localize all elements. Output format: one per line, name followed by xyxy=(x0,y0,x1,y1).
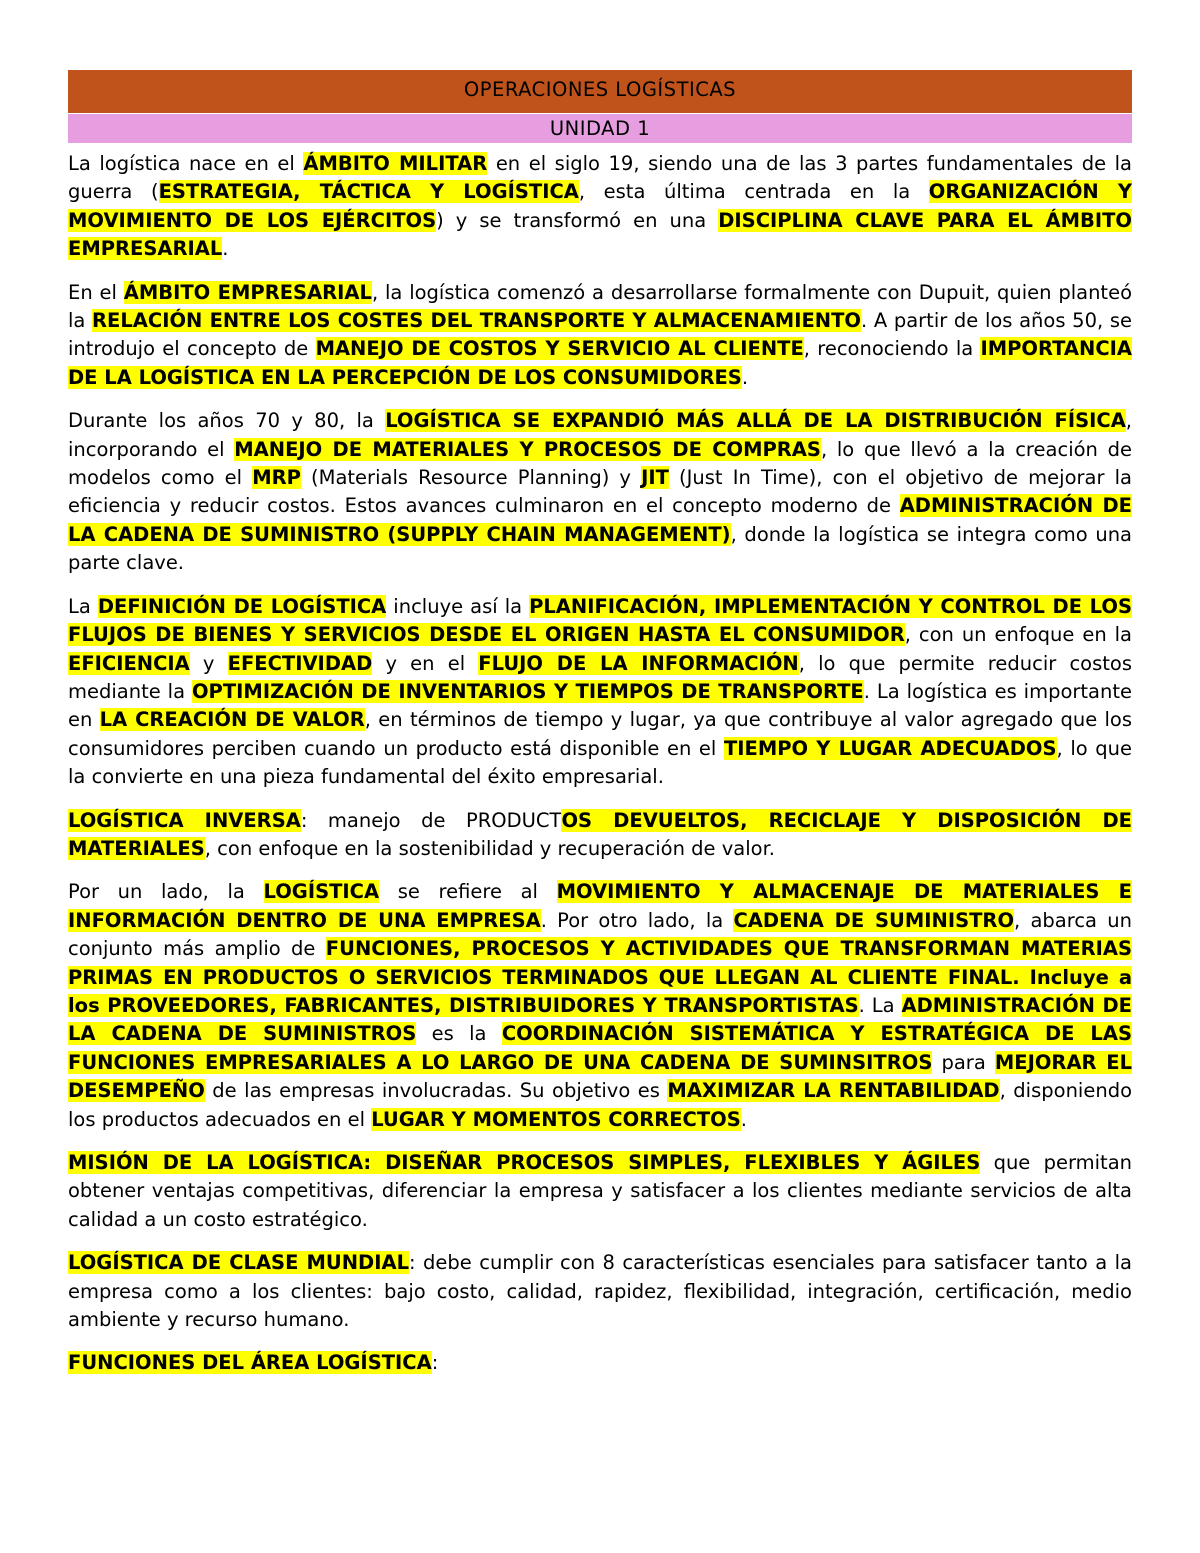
body-text-run: , con enfoque en la sostenibilidad y recuperación de valor. xyxy=(204,836,775,860)
body-text-run: ) y se transformó en una xyxy=(436,208,719,232)
highlighted-term: ÁMBITO EMPRESARIAL xyxy=(123,280,372,304)
highlighted-term: TIEMPO Y LUGAR ADECUADOS xyxy=(723,736,1057,760)
document-body xyxy=(68,150,1132,1378)
highlighted-term: MRP xyxy=(252,466,301,490)
highlighted-term: MAXIMIZAR LA RENTABILIDAD xyxy=(667,1079,1000,1103)
highlighted-term: OS DEVUELTOS, RECICLAJE Y DISPOSICIÓN DE MATERIALES xyxy=(68,808,1132,860)
body-text-run: . xyxy=(222,237,229,261)
unit-heading: UNIDAD 1 xyxy=(549,117,651,140)
body-text-run: La logística nace en el xyxy=(68,152,304,175)
body-text-run: y xyxy=(189,651,228,675)
paragraph-functions xyxy=(68,1349,1132,1377)
paragraph-origin xyxy=(68,150,1132,264)
highlighted-term: FUNCIONES, PROCESOS Y ACTIVIDADES QUE TRANSFORMAN MATERIAS PRIMAS EN PRODUCTOS O SERVICIOS TERMINADOS QUE LLEGAN AL CLIENTE FINAL. Incluye a los PROVEEDORES, FABRICANTES, DISTRIBUIDORES Y TRANSPORTISTAS xyxy=(68,937,1132,1017)
highlighted-term: LUGAR Y MOMENTOS CORRECTOS xyxy=(371,1107,741,1131)
body-text-run: : debe cumplir con 8 características esenciales para satisfacer tanto a la empresa como a los clientes: bajo costo, calidad, rapidez, flexibilidad, integración, certificación, medio ambiente y recurso humano. xyxy=(68,1251,1132,1332)
body-text-run: La xyxy=(68,594,98,618)
body-text-run: . xyxy=(740,1107,747,1131)
body-text-run: , incorporando el xyxy=(68,409,1132,461)
highlighted-term: MANEJO DE COSTOS Y SERVICIO AL CLIENTE xyxy=(315,337,804,361)
body-text-run: (Just In Time), con el objetivo de mejorar la eficiencia y reducir costos. Estos avances culminaron en el concepto moderno de xyxy=(68,466,1132,518)
body-text-run: en el siglo 19, siendo una de las 3 partes fundamentales de la guerra ( xyxy=(68,152,1133,204)
body-text-run: . A partir de los años 50, se introdujo el concepto de xyxy=(68,309,1132,361)
highlighted-term: DEFINICIÓN DE LOGÍSTICA xyxy=(97,594,387,618)
unit-heading-bar xyxy=(68,114,1132,143)
highlighted-term: RELACIÓN ENTRE LOS COSTES DEL TRANSPORTE Y ALMACENAMIENTO xyxy=(92,309,861,333)
document-title-bar xyxy=(68,70,1132,113)
highlighted-term: LOGÍSTICA INVERSA xyxy=(68,808,301,832)
highlighted-term: ÁMBITO MILITAR xyxy=(303,152,488,175)
document-page xyxy=(68,70,1132,1393)
highlighted-term: ADMINISTRACIÓN DE LA CADENA DE SUMINISTROS xyxy=(68,993,1132,1046)
highlighted-term: LOGÍSTICA DE CLASE MUNDIAL xyxy=(68,1251,409,1275)
body-text-run: En el xyxy=(68,280,124,304)
body-text-run: para xyxy=(932,1050,995,1074)
paragraph-definition xyxy=(68,593,1132,792)
highlighted-term: MOVIMIENTO Y ALMACENAJE DE MATERIALES E INFORMACIÓN DENTRO DE UNA EMPRESA xyxy=(68,880,1133,932)
body-text-run: , lo que llevó a la creación de modelos como el xyxy=(68,437,1132,490)
body-text-run: . xyxy=(741,365,749,389)
body-text-run: : xyxy=(431,1351,439,1375)
body-text-run: , reconociendo la xyxy=(803,337,981,361)
paragraph-mission xyxy=(68,1149,1132,1234)
highlighted-term: LOGÍSTICA SE EXPANDIÓ MÁS ALLÁ DE LA DISTRIBUCIÓN FÍSICA xyxy=(385,409,1126,433)
body-text-run: que permitan obtener ventajas competitivas, diferenciar la empresa y satisfacer a los clientes mediante servicios de alta calidad a un costo estratégico. xyxy=(68,1151,1132,1231)
document-title: OPERACIONES LOGÍSTICAS xyxy=(463,78,737,101)
highlighted-term: PLANIFICACIÓN, IMPLEMENTACIÓN Y CONTROL DE LOS FLUJOS DE BIENES Y SERVICIOS DESDE EL ORIGEN HASTA EL CONSUMIDOR xyxy=(68,594,1132,647)
body-text-run: incluye así la xyxy=(386,594,530,618)
body-text-run: Por un lado, la xyxy=(68,880,264,904)
body-text-run: de las empresas involucradas. Su objetivo es xyxy=(204,1079,668,1103)
body-text-run: , en términos de tiempo y lugar, ya que contribuye al valor agregado que los consumidores perciben cuando un producto está disponible en el xyxy=(68,708,1132,760)
paragraph-reverse-logistics xyxy=(68,807,1132,864)
highlighted-term: ORGANIZACIÓN Y MOVIMIENTO DE LOS EJÉRCITOS xyxy=(68,180,1133,232)
body-text-run: y en el xyxy=(372,651,479,675)
highlighted-term: MANEJO DE MATERIALES Y PROCESOS DE COMPRAS xyxy=(234,437,821,461)
highlighted-term: MISIÓN DE LA LOGÍSTICA: DISEÑAR PROCESOS SIMPLES, FLEXIBLES Y ÁGILES xyxy=(68,1151,981,1174)
body-text-run: , lo que la convierte en una pieza fundamental del éxito empresarial. xyxy=(68,736,1132,789)
body-text-run: Durante los años 70 y 80, la xyxy=(68,409,386,433)
highlighted-term: DISCIPLINA CLAVE PARA EL ÁMBITO EMPRESARIAL xyxy=(68,208,1132,261)
body-text-run: , lo que permite reducir costos mediante la xyxy=(68,651,1132,703)
body-text-run: , donde la logística se integra como una parte clave. xyxy=(68,522,1133,575)
highlighted-term: CADENA DE SUMINISTRO xyxy=(733,908,1015,932)
body-text-run: . Por otro lado, la xyxy=(540,908,734,932)
body-text-run: . La logística es importante en xyxy=(68,679,1132,732)
body-text-run: , la logística comenzó a desarrollarse formalmente con Dupuit, quien planteó la xyxy=(68,280,1133,333)
paragraph-world-class xyxy=(68,1249,1132,1334)
highlighted-term: EFECTIVIDAD xyxy=(227,651,373,675)
highlighted-term: COORDINACIÓN SISTEMÁTICA Y ESTRATÉGICA DE LAS FUNCIONES EMPRESARIALES A LO LARGO DE UNA CADENA DE SUMINSITROS xyxy=(68,1022,1132,1074)
body-text-run: , abarca un conjunto más amplio de xyxy=(68,908,1132,961)
body-text-run: (Materials Resource Planning) y xyxy=(300,466,642,490)
body-text-run: . La xyxy=(858,993,902,1017)
highlighted-term: ADMINISTRACIÓN DE LA CADENA DE SUMINISTRO (SUPPLY CHAIN MANAGEMENT) xyxy=(68,494,1132,546)
highlighted-term: JIT xyxy=(641,466,669,490)
body-text-run: , disponiendo los productos adecuados en el xyxy=(68,1079,1133,1131)
paragraph-business xyxy=(68,279,1132,393)
highlighted-term: LA CREACIÓN DE VALOR xyxy=(99,708,365,732)
body-text-run: : manejo de PRODUCT xyxy=(300,808,562,832)
body-text-run: , esta última centrada en la xyxy=(578,180,929,204)
highlighted-term: IMPORTANCIA DE LA LOGÍSTICA EN LA PERCEPCIÓN DE LOS CONSUMIDORES xyxy=(68,337,1132,389)
highlighted-term: ESTRATEGIA, TÁCTICA Y LOGÍSTICA xyxy=(158,180,579,204)
body-text-run: es la xyxy=(416,1022,502,1046)
highlighted-term: EFICIENCIA xyxy=(68,651,190,675)
paragraph-supply-chain xyxy=(68,878,1132,1134)
highlighted-term: FLUJO DE LA INFORMACIÓN xyxy=(478,651,799,675)
highlighted-term: MEJORAR EL DESEMPEÑO xyxy=(68,1050,1132,1103)
highlighted-term: FUNCIONES DEL ÁREA LOGÍSTICA xyxy=(68,1351,432,1375)
highlighted-term: OPTIMIZACIÓN DE INVENTARIOS Y TIEMPOS DE TRANSPORTE xyxy=(191,679,864,703)
body-text-run: se refiere al xyxy=(379,880,557,904)
paragraph-70s-80s xyxy=(68,407,1132,577)
highlighted-term: LOGÍSTICA xyxy=(263,880,380,904)
body-text-run: , con un enfoque en la xyxy=(904,623,1132,647)
